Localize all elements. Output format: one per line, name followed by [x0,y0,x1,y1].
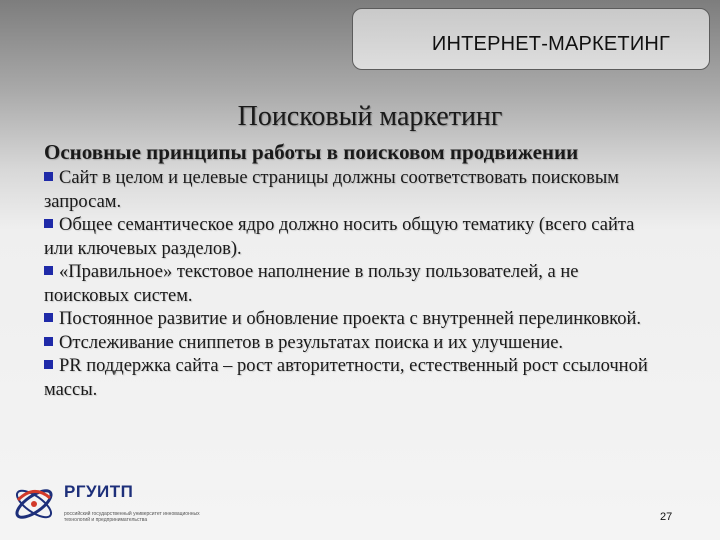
square-bullet-icon [44,266,53,275]
list-item-text: PR поддержка сайта – рост авторитетности, естественный рост ссылочной массы. [44,356,648,400]
university-logo [10,478,210,534]
page-number: 27 [660,511,673,523]
square-bullet-icon [44,313,53,322]
square-bullet-icon [44,360,53,369]
list-item [44,332,654,356]
list-item-text: Общее семантическое ядро должно носить общую тематику (всего сайта или ключевых разделов). [44,215,635,259]
list-item [44,308,654,332]
logo-name: РГУИТП [64,482,134,501]
atom-logo-icon [10,480,58,528]
logo-subtitle: российский государственный университет инновационных технологий и предпринимательства [64,511,200,523]
square-bullet-icon [44,337,53,346]
square-bullet-icon [44,172,53,181]
square-bullet-icon [44,219,53,228]
list-item [44,355,654,402]
principles-list [44,167,654,402]
list-item [44,214,654,261]
list-item-text: Постоянное развитие и обновление проекта с внутренней перелинковкой. [59,309,642,329]
list-item [44,261,654,308]
list-item-text: «Правильное» текстовое наполнение в пользу пользователей, а не поисковых систем. [44,262,579,306]
slide-subtitle: Основные принципы работы в поисковом продвижении [44,140,579,164]
section-header-box [352,8,710,70]
list-item [44,167,654,214]
slide-title: Поисковый маркетинг [237,101,503,132]
section-title: ИНТЕРНЕТ-МАРКЕТИНГ [431,33,671,55]
list-item-text: Сайт в целом и целевые страницы должны соответствовать поисковым запросам. [44,168,619,212]
list-item-text: Отслеживание сниппетов в результатах поиска и их улучшение. [59,332,564,353]
